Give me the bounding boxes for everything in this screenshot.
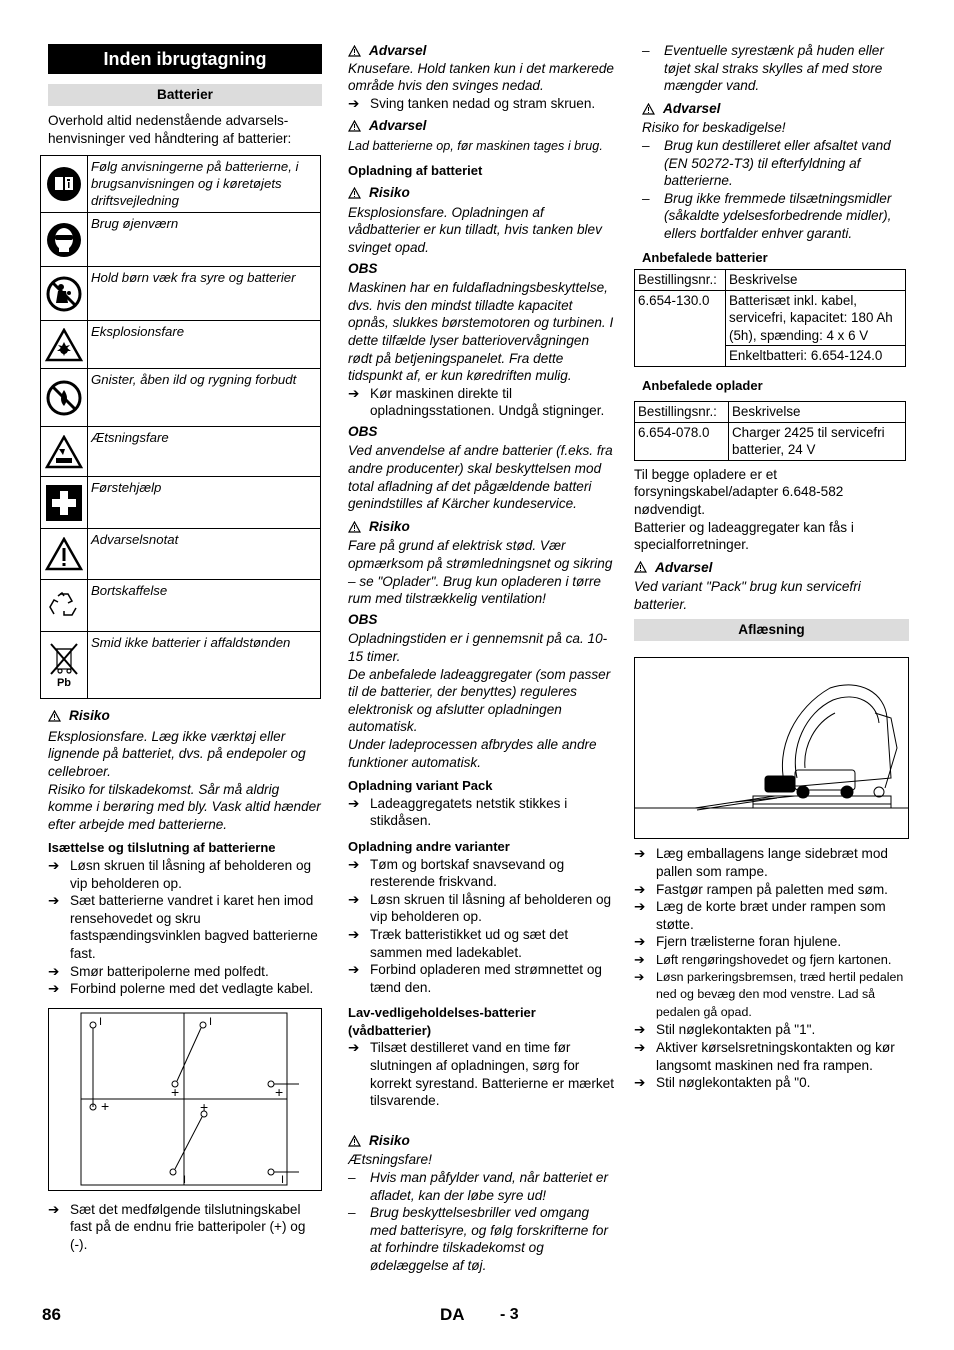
plus-label: +: [275, 1083, 284, 1100]
obs-text: Opladningstiden er i gennemsnit på ca. 10-15 timer.: [348, 631, 608, 664]
obs-text: Maskinen har en fuldafladningsbeskyttelse, dvs. hvis den mindst tilladte kapacitet opnås, slukkes børstemotoren og turbinen. I dette tilfælde lyser batteriovervågningen rødt på betjeningspanelet. Fra dette tidspunkt af, er kun køredriften mulig.: [348, 280, 614, 384]
step-item: ➔ Løsn skruen til låsning af beholderen og vip beholderen op.: [348, 891, 612, 925]
warning-triangle-icon: [348, 187, 361, 199]
step-item: ➔ Sving tanken nedad og stram skruen.: [348, 95, 596, 111]
symbol-row: [41, 476, 320, 528]
warning-text: Knusefare. Hold tanken kun i det markerede område hvis den svinges nedad.: [348, 60, 614, 94]
advarsel-warning: Advarsel: [642, 100, 910, 118]
symbol-text: Gnister, åben ild og rygning forbudt: [91, 372, 297, 388]
step-item: ➔ Aktiver kørselsretningskontakten og kør langsomt maskinen ned fra rampen.: [634, 1040, 895, 1073]
arrow-icon: ➔: [348, 856, 360, 872]
arrow-icon: ➔: [634, 1040, 646, 1055]
symbol-text: Smid ikke batterier i affaldstønden: [91, 635, 291, 651]
plus-label: +: [171, 1083, 180, 1100]
step-item: ➔ Fastgør rampen på paletten med søm.: [634, 881, 888, 897]
pb-label: Pb: [56, 677, 72, 690]
risiko-warning: Risiko: [348, 1132, 616, 1150]
arrow-icon: ➔: [48, 963, 60, 979]
warning-triangle-icon: [348, 45, 361, 57]
table-cell: 6.654-130.0: [635, 290, 726, 366]
no-bin-icon: [41, 632, 88, 698]
dash-item: – Brug ikke fremmede tilsætningsmidler (såkaldte ydelsesforbedrende midler), ellers bortfalder enhver garanti.: [642, 190, 892, 241]
column-left: [40, 42, 322, 1253]
symbol-row: [41, 579, 320, 631]
symbol-row: [41, 528, 320, 579]
arrow-icon: ➔: [48, 981, 60, 997]
goggles-icon: [41, 213, 88, 266]
dash-item: – Hvis man påfylder vand, når batteriet er afladet, kan der løbe syre ud!: [348, 1170, 609, 1203]
minus-label: I: [183, 1173, 187, 1186]
intro-text: Overhold altid nedenstående advarsels-henvisninger ved håndtering af batterier:: [48, 113, 292, 146]
arrow-icon: ➔: [634, 934, 646, 950]
step-item: ➔ Fjern trælisterne foran hjulene.: [634, 934, 842, 950]
symbol-text: Ætsningsfare: [91, 430, 169, 446]
arrow-icon: ➔: [634, 969, 645, 984]
unloading-figure: [634, 657, 909, 839]
symbol-text: Eksplosionsfare: [91, 324, 185, 340]
step-item: ➔ Tilsæt destilleret vand en time før slutningen af opladningen, sørg for korrekt syrestand. Batterierne er mærket tilsvarende.: [348, 1040, 615, 1109]
step-item: ➔ Træk batteristikket ud og sæt det sammen med ladekablet.: [348, 926, 569, 960]
step-item: ➔ Forbind opladeren med strømnettet og tænd den.: [348, 962, 602, 995]
table-cell: Charger 2425 til servicefri batterier, 24 V: [729, 422, 906, 460]
step-item: ➔ Løsn parkeringsbremsen, træd hertil pedalen ned og bevæg den mod venstre. Lad så pedalen gå opad.: [634, 969, 910, 1022]
arrow-icon: ➔: [48, 857, 60, 873]
warning-triangle-icon: [642, 103, 655, 115]
language-code: DA: [440, 1305, 465, 1324]
manual-icon: [41, 156, 88, 212]
first-aid-icon: [41, 477, 88, 528]
step-item: ➔ Kør maskinen direkte til opladningsstationen. Undgå stigninger.: [348, 385, 605, 419]
advarsel-warning: Advarsel: [348, 42, 616, 60]
charger-note: Til begge opladere er et forsyningskabel/adapter 6.648-582 nødvendigt.: [634, 466, 844, 517]
symbol-text: Førstehjælp: [91, 480, 162, 496]
no-fire-icon: [41, 369, 88, 426]
rec-batteries-heading: Anbefalede batterier: [642, 249, 768, 265]
arrow-icon: ➔: [348, 962, 360, 978]
step-item: ➔ Smør batteripolerne med polfedt.: [48, 963, 269, 979]
arrow-icon: ➔: [634, 952, 645, 968]
pack-heading: Opladning variant Pack: [348, 778, 493, 794]
rec-charger-table: [634, 401, 906, 461]
risiko-text: Eksplosionsfare. Læg ikke værktøj eller lignende på batteriet, dvs. på endepoler og cellebroer.: [48, 728, 306, 779]
charge-heading: Opladning af batteriet: [348, 162, 483, 178]
symbol-text: Hold børn væk fra syre og batterier: [91, 270, 296, 286]
table-cell: Enkeltbatteri: 6.654-124.0: [726, 346, 906, 367]
plus-label: +: [200, 1098, 209, 1115]
wet-heading: Lav-vedligeholdelses-batterier (vådbatterier): [348, 1005, 536, 1038]
risiko-warning: Risiko: [348, 184, 616, 202]
warning-triangle-icon: [348, 120, 361, 132]
risiko-text: Fare på grund af elektrisk stød. Vær opmærksom på strømledningsnet og sikring – se "Oplader". Brug kun opladeren i tørre rum med tilstrækkelig ventilation!: [348, 538, 613, 607]
symbol-row: [41, 212, 320, 266]
corrosive-icon: [41, 427, 88, 476]
step-item: ➔ Forbind polerne med det vedlagte kabel.: [48, 981, 314, 997]
step-item: ➔ Løsn skruen til låsning af beholderen og vip beholderen op.: [48, 857, 312, 891]
symbol-row: [41, 631, 320, 698]
step-item: ➔ Tøm og bortskaf snavsevand og resterende friskvand.: [348, 856, 565, 890]
obs-note: OBS: [348, 423, 378, 439]
step-item: ➔ Stil nøglekontakten på "1".: [634, 1022, 816, 1038]
section-number: - 3: [500, 1306, 519, 1323]
minus-label: I: [209, 1015, 213, 1028]
symbol-text: Advarselsnotat: [91, 532, 179, 548]
arrow-icon: ➔: [634, 881, 646, 897]
risiko-text: Eksplosionsfare. Opladningen af vådbatterier er kun tilladt, hvis tanken blev svinget opad.: [348, 204, 602, 255]
arrow-icon: ➔: [348, 926, 360, 942]
table-header-cell: Beskrivelse: [729, 402, 906, 423]
step-item: ➔ Ladeaggregatets netstik stikkes i stikdåsen.: [348, 795, 568, 829]
arrow-icon: ➔: [348, 891, 360, 907]
step-item: ➔ Sæt det medfølgende tilslutningskabel fast på de endnu frie batteripoler (+) og (-).: [48, 1201, 306, 1252]
other-heading: Opladning andre varianter: [348, 838, 510, 854]
table-cell: Batterisæt inkl. kabel, servicefri, kapacitet: 180 Ah (5h), spænding: 4 x 6 V: [726, 290, 906, 346]
arrow-icon: ➔: [634, 846, 646, 862]
warning-text: Ved variant "Pack" brug kun servicefri batterier.: [634, 579, 861, 612]
explosion-icon: [41, 321, 88, 368]
warning-triangle-icon: [634, 561, 647, 573]
recycle-icon: [41, 580, 88, 631]
dash-item: – Eventuelle syrestænk på huden eller tøjet skal straks skylles af med store mængder vand.: [642, 43, 884, 94]
symbol-row: [41, 320, 320, 368]
warning-triangle-icon: [348, 1135, 361, 1147]
symbol-row: [41, 426, 320, 476]
arrow-icon: ➔: [634, 1022, 646, 1038]
dash-item: – Brug kun destilleret eller afsaltet vand (EN 50272-T3) til efterfyldning af batterierne.: [642, 137, 891, 189]
minus-label: I: [281, 1173, 285, 1186]
symbol-row: [41, 368, 320, 426]
risiko-warning: Risiko: [48, 707, 322, 725]
children-away-icon: [41, 267, 88, 320]
section-header-batteries: Batterier: [48, 84, 322, 106]
plus-label: +: [101, 1097, 110, 1114]
warning-triangle-icon: [348, 521, 361, 533]
charger-note: Batterier og ladeaggregater kan fås i specialforretninger.: [634, 519, 854, 553]
risiko-text: Risiko for tilskadekomst. Sår må aldrig komme i berøring med bly. Vask altid hænder efter arbejde med batterierne.: [48, 781, 321, 832]
page-title: Inden ibrugtagning: [48, 44, 322, 74]
symbol-text: Følg anvisningerne på batterierne, i brugsanvisningen og i køretøjets driftsvejledning: [91, 159, 299, 209]
obs-note: OBS: [348, 611, 378, 627]
symbol-text: Bortskaffelse: [91, 583, 168, 599]
column-middle: [340, 42, 616, 1275]
page-number: 86: [42, 1305, 61, 1324]
warning-icon: [41, 529, 88, 579]
arrow-icon: ➔: [348, 385, 360, 401]
step-item: ➔ Læg emballagens lange sidebræt mod pallen som rampe.: [634, 846, 888, 880]
safety-symbol-table: [40, 155, 321, 699]
step-item: ➔ Sæt batterierne vandret i karet hen imod rensehovedet og skru fastspændingsvinklen bagved batterierne fast.: [48, 893, 318, 961]
warning-text: Lad batterierne op, før maskinen tages i brug.: [348, 138, 603, 153]
advarsel-warning: Advarsel: [348, 117, 616, 135]
table-header-cell: Bestillingsnr.:: [635, 402, 729, 423]
battery-wiring-figure: [48, 1008, 322, 1191]
obs-text: De anbefalede ladeaggregater (som passer til de batterier, der benyttes) reguleres elektronisk og afslutter opladningen automatisk.: [348, 666, 611, 735]
rec-batteries-table: [634, 269, 906, 367]
obs-note: OBS: [348, 260, 378, 276]
warning-triangle-icon: [48, 710, 61, 722]
obs-text: Ved anvendelse af andre batterier (f.eks. fra andre producenter) skal beskyttelsen mod total afladning af det pågældende batteri genindstilles af Kärcher kundeservice.: [348, 443, 613, 512]
table-header-cell: Beskrivelse: [726, 270, 906, 291]
dash-item: – Brug beskyttelsesbriller ved omgang med batterisyre, og følg forskrifterne for at forhindre tilskadekomst og ødelæggelse af tøj.: [348, 1205, 608, 1273]
minus-label: I: [99, 1015, 103, 1028]
step-item: ➔ Løft rengøringshovedet og fjern kartonen.: [634, 952, 892, 968]
arrow-icon: ➔: [48, 1201, 60, 1217]
table-cell: 6.654-078.0: [635, 422, 729, 460]
symbol-row: [41, 156, 320, 212]
arrow-icon: ➔: [634, 1075, 646, 1091]
risiko-warning: Risiko: [348, 518, 616, 536]
step-item: ➔ Læg de korte bræt under rampen som støtte.: [634, 899, 886, 932]
arrow-icon: ➔: [634, 899, 646, 915]
advarsel-warning: Advarsel: [634, 559, 910, 577]
install-heading: Isættelse og tilslutning af batterierne: [48, 840, 276, 856]
arrow-icon: ➔: [348, 95, 360, 111]
column-right: [634, 42, 910, 1092]
symbol-text: Brug øjenværn: [91, 216, 179, 232]
warning-text: Risiko for beskadigelse!: [642, 120, 786, 136]
section-header-unloading: Aflæsning: [634, 619, 909, 641]
arrow-icon: ➔: [348, 795, 360, 811]
arrow-icon: ➔: [48, 893, 60, 909]
arrow-icon: ➔: [348, 1040, 360, 1056]
step-item: ➔ Stil nøglekontakten på "0.: [634, 1075, 811, 1091]
rec-charger-heading: Anbefalede oplader: [642, 377, 763, 393]
obs-text: Under ladeprocessen afbrydes alle andre funktioner automatisk.: [348, 736, 597, 770]
symbol-row: [41, 266, 320, 320]
risiko-text: Ætsningsfare!: [348, 1152, 432, 1168]
table-header-cell: Bestillingsnr.:: [635, 270, 726, 291]
